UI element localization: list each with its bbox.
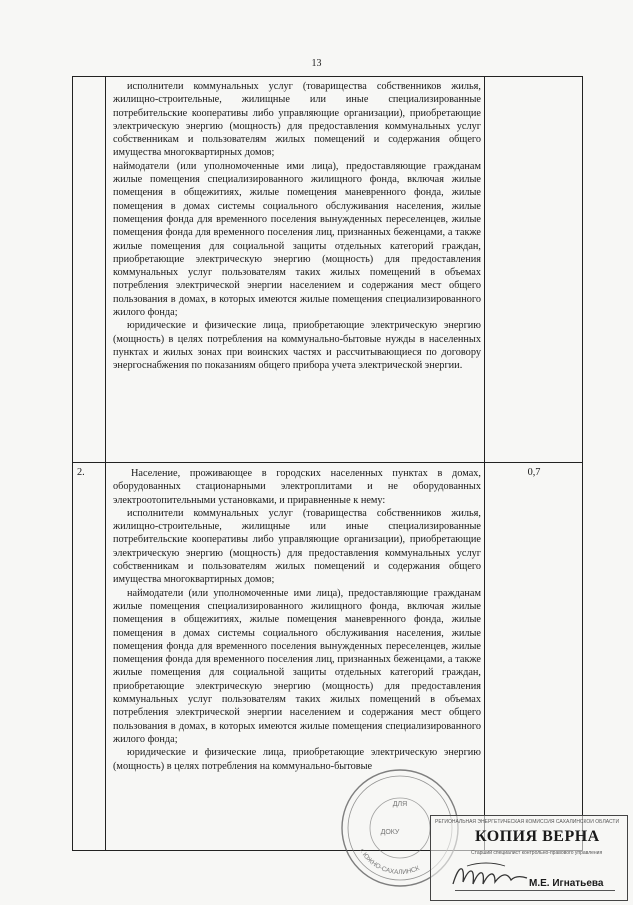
column-divider [105,77,106,850]
column-divider [484,77,485,850]
row-1-description [113,80,481,373]
row-2-description [113,467,481,773]
signature-line [455,890,615,891]
signer-name: М.Е. Игнатьева [529,878,604,889]
row-divider [73,462,582,463]
certified-copy-stamp [430,815,628,901]
seal-center-top: ДЛЯ [392,801,408,808]
paragraph: исполнители коммунальных услуг (товарищества собственников жилья, жилищно-строительные, жилищные или иные специализированные потребительские кооперативы либо управляющие организации), приобретающие электрическую энергию (мощность) для предоставления коммунальных услуг собственникам и пользователям жилых помещений и содержания общего имущества многоквартирных домов; [113,81,481,159]
certification-subtitle: Старший специалист контрольно-правового управления [471,850,603,856]
paragraph: наймодатели (или уполномоченные ими лица), предоставляющие гражданам жилые помещения специализированного жилищного фонда, включая жилые помещения в общежитиях, жилые помещения маневренного фонда, жилые помещения в домах системы социального обслуживания населения, жилые помещения фонда для временного поселения вынужденных переселенцев, жилые помещения фонда для временного поселения лиц, признанных беженцами, а также жилые помещения для социальной защиты отдельных категорий граждан, приобретающие электрическую энергию (мощность) для предоставления коммунальных услуг пользователям таких жилых помещений в объемах потребления электрической энергии населением и содержания мест общего пользования в домах, в которых имеются жилые помещения специализированного жилого фонда; [113,587,481,745]
paragraph: юридические и физические лица, приобретающие электрическую энергию (мощность) в целях потребления на коммунально-бытовые [113,747,481,772]
certification-title: КОПИЯ ВЕРНА [475,828,600,845]
certification-header: РЕГИОНАЛЬНАЯ ЭНЕРГЕТИЧЕСКАЯ КОМИССИЯ САХАЛИНСКОЙ ОБЛАСТИ [435,819,620,825]
row-2-coefficient: 0,7 [527,467,541,478]
svg-text:г. ЮЖНО-САХАЛИНСК [358,848,421,876]
paragraph: исполнители коммунальных услуг (товарищества собственников жилья, жилищно-строительные, жилищные или иные специализированные потребительские кооперативы либо управляющие организации), приобретающие электрическую энергию (мощность) для предоставления коммунальных услуг собственникам и пользователям жилых помещений и содержания общего имущества многоквартирных домов; [113,507,481,586]
paragraph: Население, проживающее в городских населенных пунктах в домах, оборудованных стационарными электроплитами и не оборудованных электроотопительными установками, и приравненные к нему: [113,468,481,506]
handwritten-signature [449,858,529,892]
paragraph: юридические и физические лица, приобретающие электрическую энергию (мощность) в целях потребления на коммунально-бытовые нужды в населенных пунктах и жилых зонах при воинских частях и рассчитывающиеся по договору энергоснабжения по показаниям общего прибора учета электрической энергии. [113,320,481,372]
tariff-table [72,76,583,851]
paragraph: наймодатели (или уполномоченные ими лица), предоставляющие гражданам жилые помещения специализированного жилищного фонда, включая жилые помещения в общежитиях, жилые помещения маневренного фонда, жилые помещения в домах системы социального обслуживания населения, жилые помещения фонда для временного поселения вынужденных переселенцев, жилые помещения фонда для временного поселения лиц, признанных беженцами, а также жилые помещения для социальной защиты отдельных категорий граждан, приобретающие электрическую энергию (мощность) для предоставления коммунальных услуг пользователям таких жилых помещений в объемах потребления электрической энергии населением и содержания мест общего пользования в домах, в которых имеются жилые помещения специализированного жилого фонда; [113,160,481,319]
seal-center-mid: ДОКУ [380,829,400,836]
seal-ring-text: г. ЮЖНО-САХАЛИНСК [357,847,421,877]
row-2-number: 2. [77,467,85,478]
page-number: 13 [311,58,322,69]
